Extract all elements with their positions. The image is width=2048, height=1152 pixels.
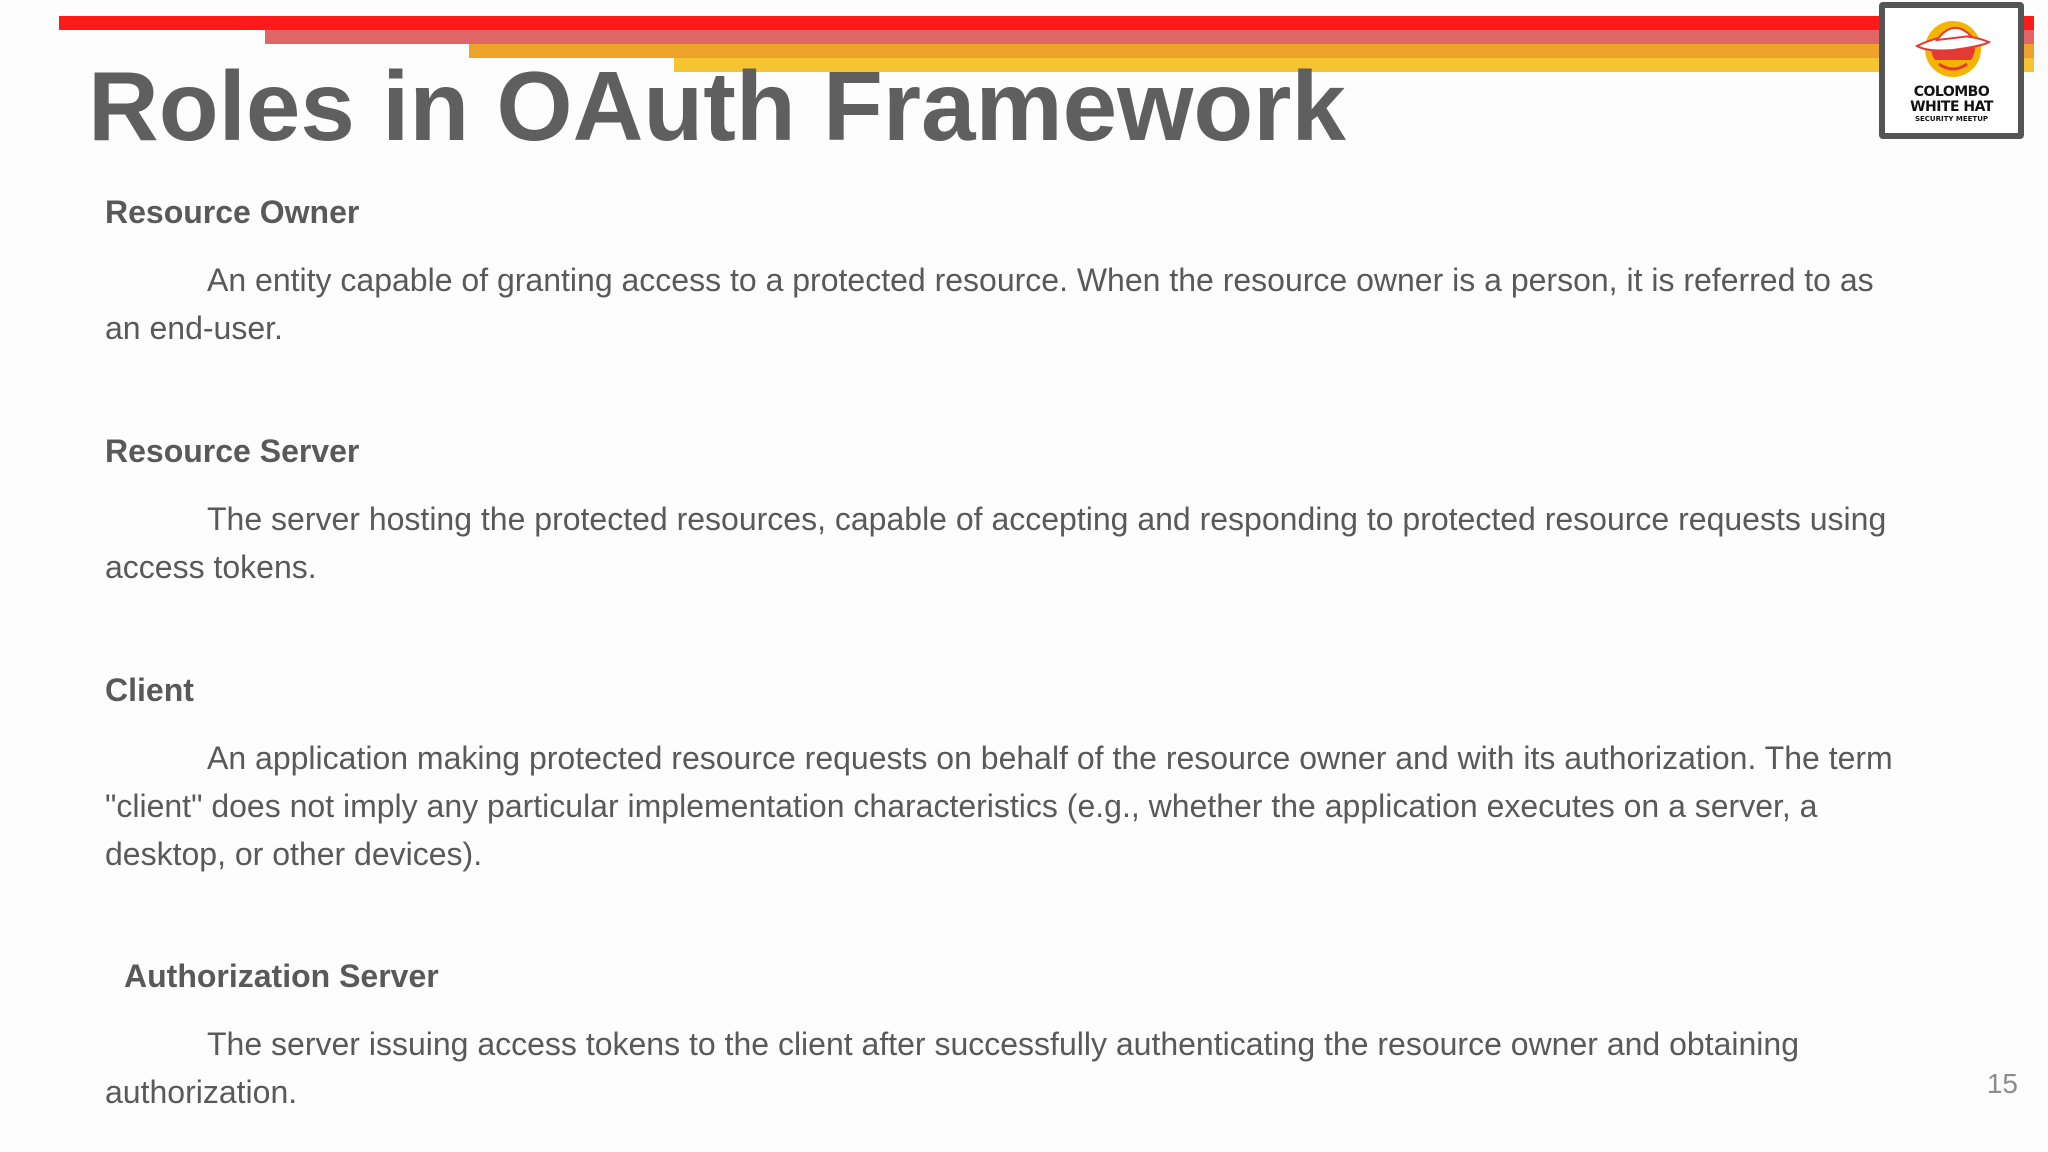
header-stripe-pink bbox=[265, 30, 2034, 44]
logo bbox=[1879, 2, 2024, 139]
section-body: An application making protected resource requests on behalf of the resource owner and with its authorization. The term "client" does not imply any particular implementation characteristics (e.g., whether the application executes on a server, a desktop, or other devices). bbox=[105, 740, 1893, 872]
page-number: 15 bbox=[1986, 1068, 2018, 1099]
slide-title: Roles in OAuth Framework bbox=[88, 51, 1346, 161]
section-body: The server issuing access tokens to the client after successfully authenticating the resource owner and obtaining authorization. bbox=[105, 1026, 1799, 1110]
logo-text-security-meetup: SECURITY MEETUP bbox=[1914, 115, 1989, 123]
section-client bbox=[105, 670, 1915, 878]
logo-text-white-hat: WHITE HAT bbox=[1910, 99, 1993, 115]
header-stripe-red bbox=[59, 16, 2034, 30]
white-hat-icon bbox=[1913, 16, 1991, 78]
section-heading: Resource Server bbox=[105, 433, 360, 469]
section-heading: Resource Owner bbox=[105, 194, 360, 230]
section-resource-owner bbox=[105, 192, 1915, 352]
section-resource-server bbox=[105, 431, 1915, 591]
section-heading: Authorization Server bbox=[124, 958, 439, 994]
section-body: An entity capable of granting access to a protected resource. When the resource owner is a person, it is referred to as an end-user. bbox=[105, 262, 1874, 346]
logo-text-colombo: COLOMBO bbox=[1913, 84, 1990, 100]
section-heading: Client bbox=[105, 672, 194, 708]
section-authorization-server bbox=[105, 956, 1915, 1116]
section-body: The server hosting the protected resources, capable of accepting and responding to protected resource requests using access tokens. bbox=[105, 501, 1887, 585]
